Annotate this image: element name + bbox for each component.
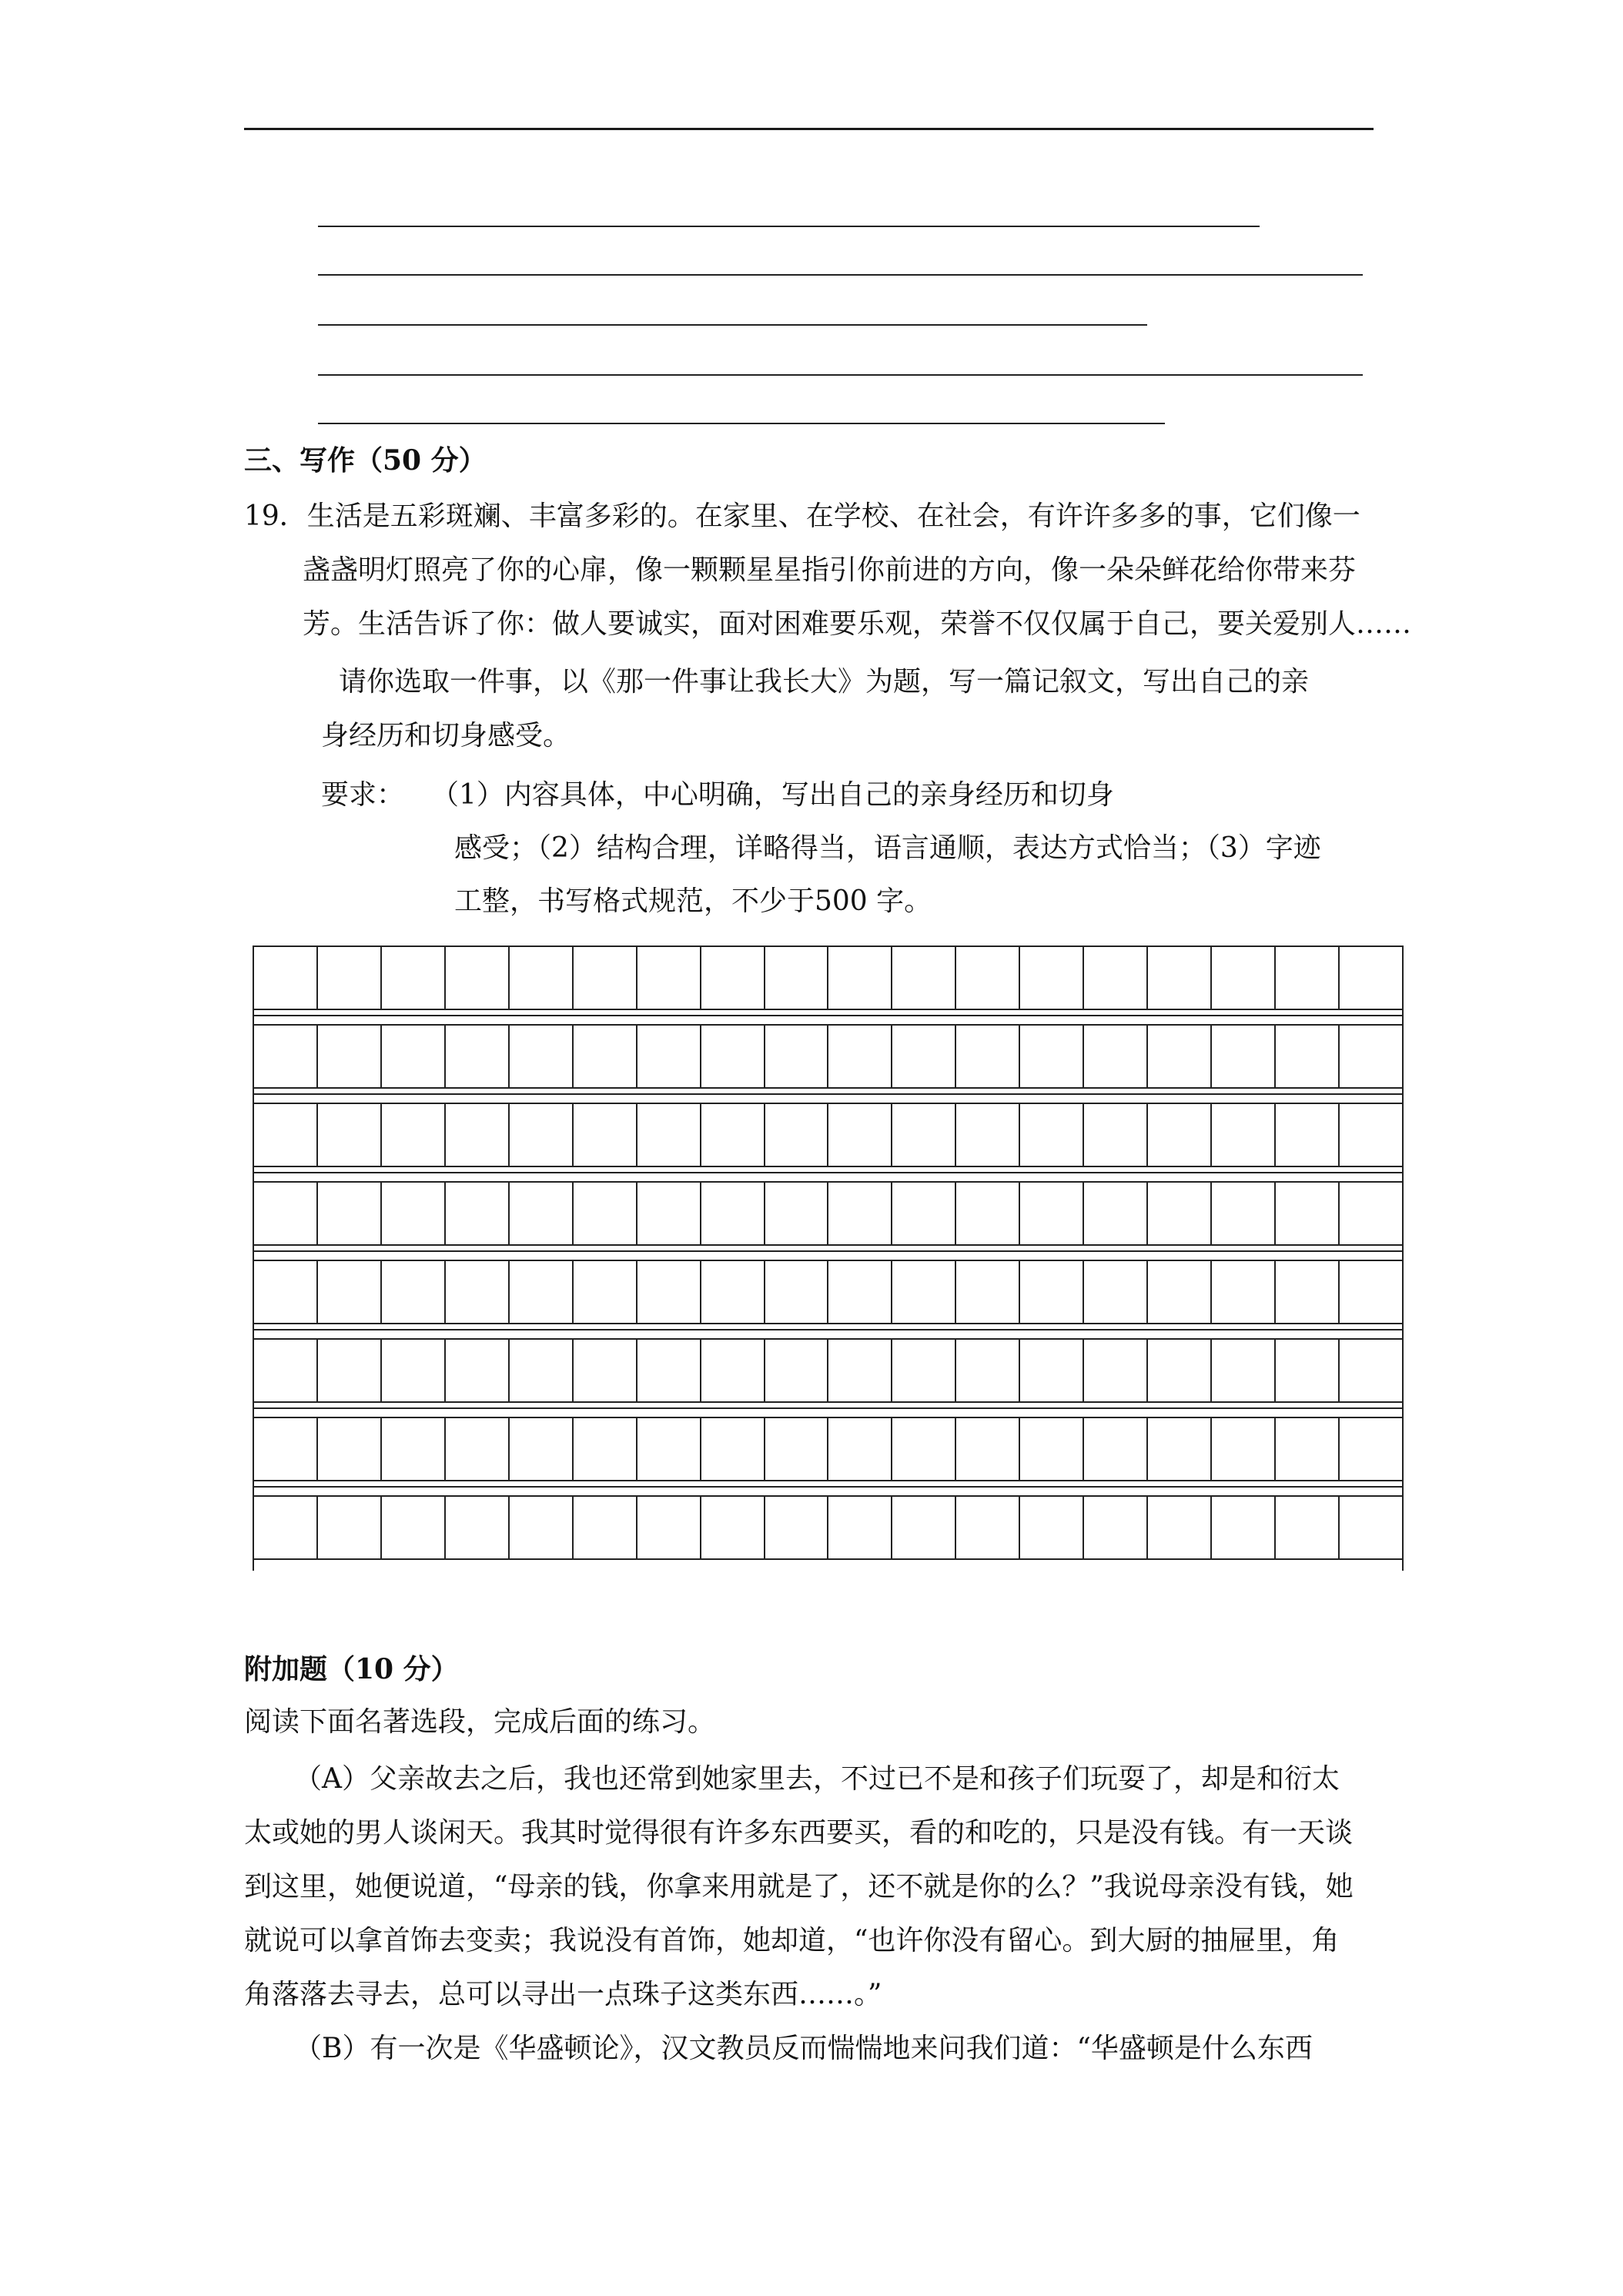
passage-line: 到这里，她便说道，“母亲的钱，你拿来用就是了，还不就是你的么？”我说母亲没有钱，她 bbox=[244, 1871, 1354, 1903]
grid-cell[interactable] bbox=[637, 1104, 701, 1166]
grid-gap-line bbox=[253, 1329, 1404, 1330]
grid-cell[interactable] bbox=[318, 1497, 382, 1558]
grid-cell[interactable] bbox=[1148, 1497, 1212, 1558]
grid-cell[interactable] bbox=[254, 1026, 318, 1087]
grid-cell[interactable] bbox=[637, 1418, 701, 1480]
grid-cell[interactable] bbox=[1212, 947, 1276, 1009]
grid-cell[interactable] bbox=[828, 1183, 892, 1244]
grid-cell[interactable] bbox=[1212, 1497, 1276, 1558]
grid-cell[interactable] bbox=[382, 1183, 446, 1244]
grid-cell[interactable] bbox=[574, 1261, 637, 1323]
grid-cell[interactable] bbox=[574, 1183, 637, 1244]
grid-cell[interactable] bbox=[828, 1340, 892, 1401]
grid-cell[interactable] bbox=[765, 1104, 829, 1166]
grid-cell[interactable] bbox=[574, 1026, 637, 1087]
grid-cell[interactable] bbox=[382, 1104, 446, 1166]
grid-row bbox=[253, 1103, 1404, 1167]
answer-line[interactable] bbox=[318, 423, 1165, 424]
grid-cell[interactable] bbox=[574, 1340, 637, 1401]
grid-gap-line bbox=[253, 1093, 1404, 1095]
grid-cell[interactable] bbox=[382, 947, 446, 1009]
grid-cell[interactable] bbox=[510, 947, 574, 1009]
grid-cell[interactable] bbox=[956, 1026, 1020, 1087]
grid-cell[interactable] bbox=[1084, 1497, 1148, 1558]
grid-cell[interactable] bbox=[1276, 1497, 1340, 1558]
grid-cell[interactable] bbox=[1276, 1340, 1340, 1401]
grid-cell[interactable] bbox=[637, 1497, 701, 1558]
grid-cell[interactable] bbox=[574, 1104, 637, 1166]
grid-cell[interactable] bbox=[1276, 947, 1340, 1009]
grid-cell[interactable] bbox=[382, 1026, 446, 1087]
passage-line: （A）父亲故去之后，我也还常到她家里去，不过已不是和孩子们玩耍了，却是和衍太 bbox=[294, 1763, 1340, 1795]
grid-cell[interactable] bbox=[574, 1418, 637, 1480]
answer-line[interactable] bbox=[318, 274, 1363, 276]
grid-cell[interactable] bbox=[765, 1418, 829, 1480]
grid-cell[interactable] bbox=[1084, 1261, 1148, 1323]
grid-cell[interactable] bbox=[1084, 1026, 1148, 1087]
grid-row bbox=[253, 1417, 1404, 1481]
grid-cell[interactable] bbox=[318, 1418, 382, 1480]
grid-cell[interactable] bbox=[510, 1261, 574, 1323]
bonus-title: 附加题（10 分） bbox=[244, 1653, 459, 1685]
grid-cell[interactable] bbox=[892, 1261, 956, 1323]
passage-line: 就说可以拿首饰去变卖；我说没有首饰，她却道，“也许你没有留心。到大厨的抽屉里，角 bbox=[244, 1925, 1340, 1956]
answer-line[interactable] bbox=[318, 226, 1260, 227]
grid-cell[interactable] bbox=[1212, 1183, 1276, 1244]
grid-cell[interactable] bbox=[1212, 1418, 1276, 1480]
grid-cell[interactable] bbox=[254, 947, 318, 1009]
grid-cell[interactable] bbox=[446, 947, 510, 1009]
grid-cell[interactable] bbox=[574, 947, 637, 1009]
grid-gap-line bbox=[253, 1250, 1404, 1252]
grid-cell[interactable] bbox=[701, 1104, 765, 1166]
passage-line: 太或她的男人谈闲天。我其时觉得很有许多东西要买，看的和吃的，只是没有钱。有一天谈 bbox=[244, 1817, 1354, 1849]
grid-row bbox=[253, 1024, 1404, 1089]
grid-cell[interactable] bbox=[701, 1497, 765, 1558]
grid-gap-line bbox=[253, 1015, 1404, 1016]
grid-cell[interactable] bbox=[254, 1497, 318, 1558]
grid-cell[interactable] bbox=[254, 1183, 318, 1244]
grid-cell[interactable] bbox=[956, 1418, 1020, 1480]
grid-cell[interactable] bbox=[765, 1497, 829, 1558]
writing-prompt-line: 请你选取一件事，以《那一件事让我长大》为题，写一篇记叙文，写出自己的亲 bbox=[339, 666, 1310, 698]
grid-cell[interactable] bbox=[1212, 1340, 1276, 1401]
grid-cell[interactable] bbox=[892, 947, 956, 1009]
grid-cell[interactable] bbox=[1020, 1497, 1084, 1558]
grid-cell[interactable] bbox=[956, 947, 1020, 1009]
grid-cell[interactable] bbox=[765, 1026, 829, 1087]
writing-prompt-line: 身经历和切身感受。 bbox=[321, 720, 571, 751]
grid-cell[interactable] bbox=[1020, 1183, 1084, 1244]
grid-cell[interactable] bbox=[382, 1497, 446, 1558]
answer-line[interactable] bbox=[318, 324, 1147, 326]
grid-cell[interactable] bbox=[828, 1026, 892, 1087]
grid-cell[interactable] bbox=[701, 1183, 765, 1244]
grid-row bbox=[253, 946, 1404, 1010]
bonus-instruction: 阅读下面名著选段，完成后面的练习。 bbox=[244, 1706, 716, 1738]
grid-cell[interactable] bbox=[510, 1104, 574, 1166]
section-title-writing: 三、写作（50 分） bbox=[244, 444, 487, 477]
grid-cell[interactable] bbox=[701, 1261, 765, 1323]
grid-cell[interactable] bbox=[254, 1104, 318, 1166]
grid-cell[interactable] bbox=[318, 1340, 382, 1401]
grid-cell[interactable] bbox=[1340, 1183, 1402, 1244]
grid-cell[interactable] bbox=[318, 1026, 382, 1087]
grid-cell[interactable] bbox=[446, 1418, 510, 1480]
question-19-line: 芳。生活告诉了你：做人要诚实，面对困难要乐观，荣誉不仅仅属于自己，要关爱别人…… bbox=[303, 608, 1412, 640]
grid-cell[interactable] bbox=[446, 1026, 510, 1087]
grid-cell[interactable] bbox=[1340, 1418, 1402, 1480]
grid-cell[interactable] bbox=[1212, 1026, 1276, 1087]
grid-cell[interactable] bbox=[254, 1340, 318, 1401]
grid-cell[interactable] bbox=[892, 1104, 956, 1166]
grid-cell[interactable] bbox=[382, 1418, 446, 1480]
grid-cell[interactable] bbox=[1276, 1183, 1340, 1244]
grid-cell[interactable] bbox=[382, 1261, 446, 1323]
grid-cell[interactable] bbox=[1340, 1497, 1402, 1558]
grid-cell[interactable] bbox=[956, 1183, 1020, 1244]
grid-cell[interactable] bbox=[510, 1340, 574, 1401]
grid-cell[interactable] bbox=[1340, 1261, 1402, 1323]
requirements-line: （1）内容具体，中心明确，写出自己的亲身经历和切身 bbox=[431, 779, 1114, 811]
grid-cell[interactable] bbox=[254, 1261, 318, 1323]
grid-row bbox=[253, 1260, 1404, 1324]
grid-cell[interactable] bbox=[1084, 1104, 1148, 1166]
grid-cell[interactable] bbox=[1340, 1026, 1402, 1087]
grid-cell[interactable] bbox=[637, 1183, 701, 1244]
grid-cell[interactable] bbox=[765, 1261, 829, 1323]
grid-cell[interactable] bbox=[318, 1183, 382, 1244]
grid-cell[interactable] bbox=[1084, 1418, 1148, 1480]
grid-cell[interactable] bbox=[382, 1340, 446, 1401]
grid-cell[interactable] bbox=[637, 1340, 701, 1401]
grid-cell[interactable] bbox=[446, 1497, 510, 1558]
grid-cell[interactable] bbox=[828, 947, 892, 1009]
grid-cell[interactable] bbox=[892, 1340, 956, 1401]
grid-cell[interactable] bbox=[318, 1104, 382, 1166]
grid-cell[interactable] bbox=[1212, 1104, 1276, 1166]
grid-cell[interactable] bbox=[1212, 1261, 1276, 1323]
grid-cell[interactable] bbox=[1340, 947, 1402, 1009]
grid-cell[interactable] bbox=[637, 1026, 701, 1087]
grid-cell[interactable] bbox=[1276, 1104, 1340, 1166]
grid-cell[interactable] bbox=[637, 947, 701, 1009]
grid-cell[interactable] bbox=[828, 1497, 892, 1558]
grid-gap-line bbox=[253, 1172, 1404, 1173]
grid-cell[interactable] bbox=[510, 1418, 574, 1480]
grid-cell[interactable] bbox=[1148, 947, 1212, 1009]
grid-cell[interactable] bbox=[701, 947, 765, 1009]
grid-cell[interactable] bbox=[446, 1261, 510, 1323]
grid-cell[interactable] bbox=[828, 1418, 892, 1480]
grid-cell[interactable] bbox=[1020, 947, 1084, 1009]
grid-cell[interactable] bbox=[254, 1418, 318, 1480]
grid-cell[interactable] bbox=[892, 1418, 956, 1480]
grid-cell[interactable] bbox=[1148, 1340, 1212, 1401]
grid-row bbox=[253, 1338, 1404, 1403]
grid-cell[interactable] bbox=[510, 1026, 574, 1087]
grid-cell[interactable] bbox=[510, 1183, 574, 1244]
grid-cell[interactable] bbox=[1276, 1261, 1340, 1323]
grid-cell[interactable] bbox=[1020, 1104, 1084, 1166]
grid-cell[interactable] bbox=[318, 1261, 382, 1323]
grid-cell[interactable] bbox=[1020, 1340, 1084, 1401]
grid-cell[interactable] bbox=[1340, 1104, 1402, 1166]
grid-cell[interactable] bbox=[1340, 1340, 1402, 1401]
grid-cell[interactable] bbox=[701, 1026, 765, 1087]
grid-cell[interactable] bbox=[1148, 1261, 1212, 1323]
requirements-label: 要求： bbox=[321, 779, 405, 811]
grid-cell[interactable] bbox=[510, 1497, 574, 1558]
grid-cell[interactable] bbox=[446, 1183, 510, 1244]
passage-line: 角落落去寻去，总可以寻出一点珠子这类东西……。” bbox=[244, 1979, 882, 2010]
grid-cell[interactable] bbox=[574, 1497, 637, 1558]
grid-cell[interactable] bbox=[701, 1340, 765, 1401]
grid-cell[interactable] bbox=[956, 1340, 1020, 1401]
grid-cell[interactable] bbox=[892, 1026, 956, 1087]
grid-cell[interactable] bbox=[1148, 1026, 1212, 1087]
grid-cell[interactable] bbox=[828, 1104, 892, 1166]
requirements-line: 感受；（2）结构合理，详略得当，语言通顺，表达方式恰当；（3）字迹 bbox=[454, 832, 1321, 864]
grid-cell[interactable] bbox=[765, 1340, 829, 1401]
grid-cell[interactable] bbox=[765, 947, 829, 1009]
grid-cell[interactable] bbox=[446, 1340, 510, 1401]
grid-cell[interactable] bbox=[1148, 1183, 1212, 1244]
question-19-line: 盏盏明灯照亮了你的心扉，像一颗颗星星指引你前进的方向，像一朵朵鲜花给你带来芬 bbox=[303, 554, 1357, 586]
grid-cell[interactable] bbox=[1020, 1418, 1084, 1480]
grid-cell[interactable] bbox=[956, 1261, 1020, 1323]
grid-cell[interactable] bbox=[1084, 1183, 1148, 1244]
answer-line[interactable] bbox=[318, 374, 1363, 376]
grid-cell[interactable] bbox=[956, 1104, 1020, 1166]
grid-cell[interactable] bbox=[956, 1497, 1020, 1558]
grid-cell[interactable] bbox=[1276, 1026, 1340, 1087]
grid-cell[interactable] bbox=[1148, 1104, 1212, 1166]
grid-cell[interactable] bbox=[892, 1183, 956, 1244]
grid-cell[interactable] bbox=[446, 1104, 510, 1166]
grid-cell[interactable] bbox=[1148, 1418, 1212, 1480]
grid-cell[interactable] bbox=[701, 1418, 765, 1480]
grid-cell[interactable] bbox=[765, 1183, 829, 1244]
grid-cell[interactable] bbox=[892, 1497, 956, 1558]
grid-cell[interactable] bbox=[1276, 1418, 1340, 1480]
passage-line: （B）有一次是《华盛顿论》，汉文教员反而惴惴地来问我们道：“华盛顿是什么东西 bbox=[294, 2033, 1313, 2064]
question-19-line: 19．生活是五彩斑斓、丰富多彩的。在家里、在学校、在社会，有许许多多的事，它们像一 bbox=[244, 500, 1360, 532]
grid-cell[interactable] bbox=[318, 947, 382, 1009]
grid-cell[interactable] bbox=[1084, 1340, 1148, 1401]
grid-row bbox=[253, 1495, 1404, 1560]
grid-gap-line bbox=[253, 1486, 1404, 1488]
grid-row bbox=[253, 1181, 1404, 1246]
grid-cell[interactable] bbox=[1084, 947, 1148, 1009]
grid-cell[interactable] bbox=[1020, 1261, 1084, 1323]
header-rule bbox=[244, 128, 1374, 130]
grid-cell[interactable] bbox=[1020, 1026, 1084, 1087]
requirements-line: 工整，书写格式规范，不少于500 字。 bbox=[454, 885, 932, 917]
grid-cell[interactable] bbox=[637, 1261, 701, 1323]
grid-cell[interactable] bbox=[828, 1261, 892, 1323]
grid-gap-line bbox=[253, 1407, 1404, 1409]
